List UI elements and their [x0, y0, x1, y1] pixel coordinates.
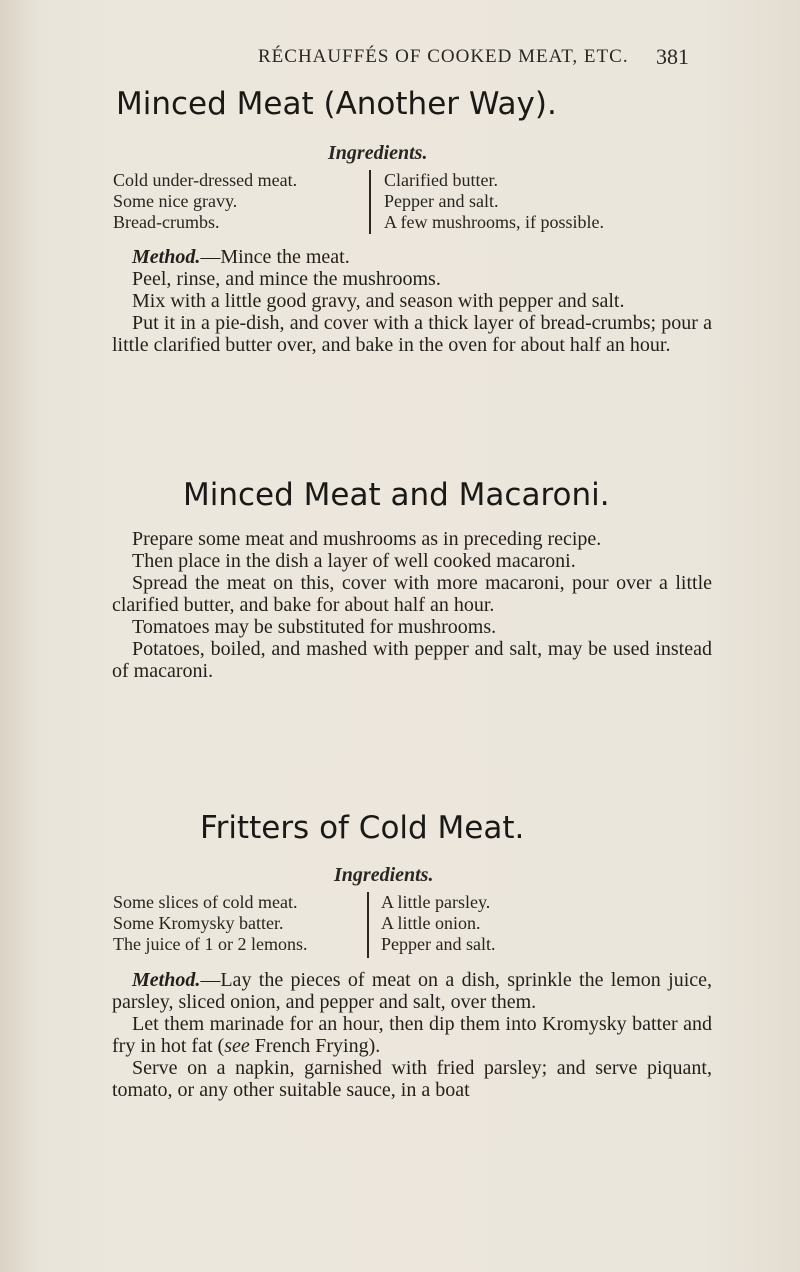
- ingredient-item: A little parsley.: [381, 892, 491, 912]
- method-paragraph: Mix with a little good gravy, and season with pepper and salt.: [132, 290, 625, 312]
- method-paragraph: Then place in the dish a layer of well cooked macaroni.: [132, 550, 576, 572]
- method-paragraph: [112, 246, 712, 268]
- method-paragraph: Prepare some meat and mushrooms as in preceding recipe.: [132, 528, 602, 550]
- ingredient-item: Clarified butter.: [384, 170, 498, 190]
- method-paragraph: Serve on a napkin, garnished with fried parsley; and serve piquant, tomato, or any other suitable sauce, in a boat: [112, 1057, 712, 1101]
- ingredient-item: Pepper and salt.: [384, 191, 499, 211]
- see-reference: see: [224, 1035, 250, 1057]
- ingredient-item: The juice of 1 or 2 lemons.: [113, 934, 308, 954]
- ingredients-list-left: [113, 892, 307, 955]
- ingredient-item: Some slices of cold meat.: [113, 892, 298, 912]
- ingredients-heading: Ingredients.: [328, 142, 428, 164]
- method-text: French Frying).: [249, 1035, 381, 1057]
- method-text: Let them marinade for an hour, then dip them into Kromysky batter and fry in hot fat (: [112, 1013, 712, 1057]
- ingredient-item: Bread-crumbs.: [113, 212, 220, 232]
- ingredients-list-left: [113, 170, 297, 233]
- ingredient-item: A few mushrooms, if possible.: [384, 212, 604, 232]
- page-number: 381: [656, 44, 689, 69]
- column-divider: [369, 170, 371, 234]
- recipe-title-minced-meat-and-macaroni: Minced Meat and Macaroni.: [183, 477, 610, 513]
- method-section: [112, 246, 712, 356]
- method-paragraph: Peel, rinse, and mince the mushrooms.: [132, 268, 441, 290]
- running-head: RÉCHAUFFÉS OF COOKED MEAT, ETC.: [258, 46, 629, 67]
- ingredients-list-right: [381, 892, 495, 955]
- column-divider: [367, 892, 369, 958]
- method-paragraph: Potatoes, boiled, and mashed with pepper and salt, may be used instead of macaroni.: [112, 638, 712, 682]
- method-text: —Lay the pieces of meat on a dish, sprinkle the lemon juice, parsley, sliced onion, and pepper and salt, over them.: [112, 969, 712, 1013]
- method-label: Method.: [132, 969, 201, 991]
- method-label: Method.: [132, 246, 201, 268]
- ingredients-list-right: [384, 170, 604, 233]
- ingredient-item: Cold under-dressed meat.: [113, 170, 298, 190]
- method-paragraph: [112, 969, 712, 1013]
- method-section: [112, 528, 712, 682]
- method-text: —Mince the meat.: [200, 246, 350, 268]
- ingredient-item: Pepper and salt.: [381, 934, 496, 954]
- method-section: [112, 969, 712, 1101]
- recipe-title-fritters-of-cold-meat: Fritters of Cold Meat.: [200, 810, 525, 846]
- ingredient-item: Some Kromysky batter.: [113, 913, 284, 933]
- method-paragraph: [112, 1013, 712, 1057]
- recipe-title-minced-meat-another-way: Minced Meat (Another Way).: [116, 86, 557, 122]
- method-paragraph: Put it in a pie-dish, and cover with a thick layer of bread-crumbs; pour a little clarified butter over, and bake in the oven for about half an hour.: [112, 312, 712, 356]
- ingredients-heading: Ingredients.: [334, 864, 434, 886]
- method-paragraph: Tomatoes may be substituted for mushrooms.: [132, 616, 497, 638]
- method-paragraph: Spread the meat on this, cover with more macaroni, pour over a little clarified butter, and bake for about half an hour.: [112, 572, 712, 616]
- ingredient-item: Some nice gravy.: [113, 191, 238, 211]
- ingredient-item: A little onion.: [381, 913, 481, 933]
